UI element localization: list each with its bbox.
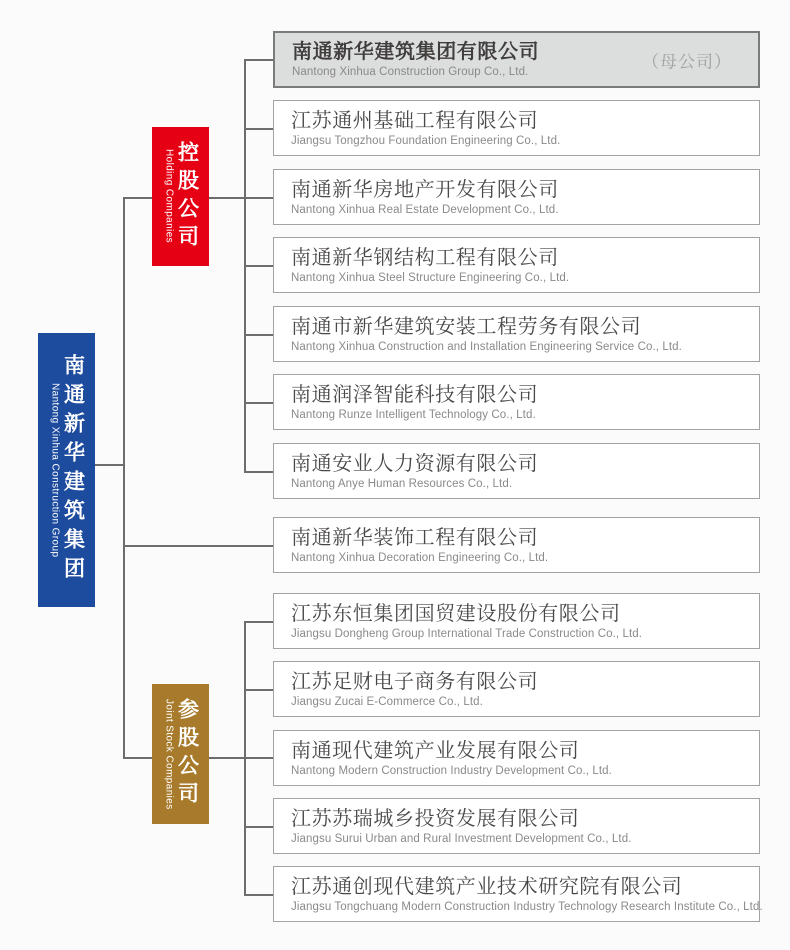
connector-line-decoration bbox=[123, 545, 273, 547]
company-box bbox=[273, 866, 763, 922]
company-name-cn: 江苏通州基础工程有限公司 bbox=[291, 109, 539, 132]
company-box bbox=[273, 661, 760, 717]
company-box bbox=[273, 306, 760, 362]
connector-line-stub bbox=[244, 128, 273, 130]
company-name-en: Jiangsu Tongzhou Foundation Engineering Co., Ltd. bbox=[291, 134, 561, 147]
connector-line-stub bbox=[244, 689, 273, 691]
company-box bbox=[273, 100, 760, 156]
joint-stock-companies-label-cn: 参股公司 bbox=[175, 698, 199, 810]
company-name-cn: 南通现代建筑产业发展有限公司 bbox=[291, 739, 580, 762]
company-name-en: Nantong Xinhua Construction and Installation Engineering Service Co., Ltd. bbox=[291, 340, 682, 353]
company-name-cn: 南通市新华建筑安装工程劳务有限公司 bbox=[291, 315, 642, 338]
company-name-en: Nantong Runze Intelligent Technology Co., Ltd. bbox=[291, 408, 536, 421]
company-name-en: Nantong Xinhua Steel Structure Engineering Co., Ltd. bbox=[291, 271, 570, 284]
company-name-cn: 南通新华装饰工程有限公司 bbox=[291, 526, 539, 549]
connector-line-stub bbox=[244, 621, 273, 623]
company-name-en: Nantong Modern Construction Industry Development Co., Ltd. bbox=[291, 764, 612, 777]
parent-company-note: （母公司） bbox=[642, 52, 732, 71]
root-group-box bbox=[38, 333, 95, 607]
company-name-en: Nantong Xinhua Decoration Engineering Co., Ltd. bbox=[291, 551, 549, 564]
root-group-name-cn: 南通新华建筑集团 bbox=[61, 354, 85, 586]
connector-line-stub bbox=[244, 59, 273, 61]
company-name-cn: 南通安业人力资源有限公司 bbox=[291, 452, 539, 475]
connector-line-stub bbox=[244, 894, 273, 896]
joint-stock-companies-label-en: Joint Stock Companies bbox=[163, 698, 175, 810]
company-name-cn: 江苏东恒集团国贸建设股份有限公司 bbox=[291, 602, 621, 625]
company-name-cn: 江苏足财电子商务有限公司 bbox=[291, 670, 539, 693]
connector-line-stub bbox=[244, 402, 273, 404]
connector-line-holding-right bbox=[209, 197, 273, 199]
connector-line-holding-left bbox=[123, 197, 153, 199]
company-box bbox=[273, 593, 760, 649]
company-name-en: Jiangsu Dongheng Group International Trade Construction Co., Ltd. bbox=[291, 627, 643, 640]
company-box bbox=[273, 443, 760, 499]
company-name-cn: 江苏通创现代建筑产业技术研究院有限公司 bbox=[291, 875, 683, 898]
company-box-parent bbox=[273, 31, 760, 88]
holding-companies-label-en: Holding Companies bbox=[163, 149, 175, 244]
company-name-en: Jiangsu Surui Urban and Rural Investment Development Co., Ltd. bbox=[291, 832, 632, 845]
connector-line-jointstock-left bbox=[123, 757, 153, 759]
company-name-en: Nantong Xinhua Construction Group Co., Ltd. bbox=[292, 66, 529, 78]
company-name-cn: 南通新华建筑集团有限公司 bbox=[292, 41, 540, 63]
company-name-en: Nantong Anye Human Resources Co., Ltd. bbox=[291, 477, 513, 490]
company-name-en: Jiangsu Zucai E-Commerce Co., Ltd. bbox=[291, 695, 483, 708]
company-name-cn: 江苏苏瑞城乡投资发展有限公司 bbox=[291, 807, 580, 830]
connector-line-stub bbox=[244, 471, 273, 473]
company-name-cn: 南通润泽智能科技有限公司 bbox=[291, 383, 539, 406]
joint-stock-companies-box bbox=[152, 684, 209, 824]
company-box bbox=[273, 237, 760, 293]
holding-companies-label-cn: 控股公司 bbox=[175, 140, 199, 253]
company-box bbox=[273, 798, 760, 854]
company-name-en: Jiangsu Tongchuang Modern Construction Industry Technology Research Institute Co., Ltd. bbox=[291, 900, 763, 913]
connector-line-main-trunk bbox=[123, 197, 125, 757]
connector-line-root bbox=[95, 464, 124, 466]
company-name-cn: 南通新华钢结构工程有限公司 bbox=[291, 246, 559, 269]
connector-line-jointstock-right bbox=[209, 757, 273, 759]
company-name-en: Nantong Xinhua Real Estate Development Co., Ltd. bbox=[291, 203, 559, 216]
connector-line-jointstock-trunk bbox=[244, 621, 246, 895]
connector-line-stub bbox=[244, 826, 273, 828]
company-box bbox=[273, 517, 760, 573]
company-box bbox=[273, 169, 760, 225]
holding-companies-box bbox=[152, 127, 209, 266]
root-group-name-en: Nantong Xinhua Construction Group bbox=[49, 382, 61, 558]
connector-line-stub bbox=[244, 334, 273, 336]
company-box bbox=[273, 374, 760, 430]
connector-line-stub bbox=[244, 265, 273, 267]
company-box bbox=[273, 730, 760, 786]
company-name-cn: 南通新华房地产开发有限公司 bbox=[291, 178, 559, 201]
